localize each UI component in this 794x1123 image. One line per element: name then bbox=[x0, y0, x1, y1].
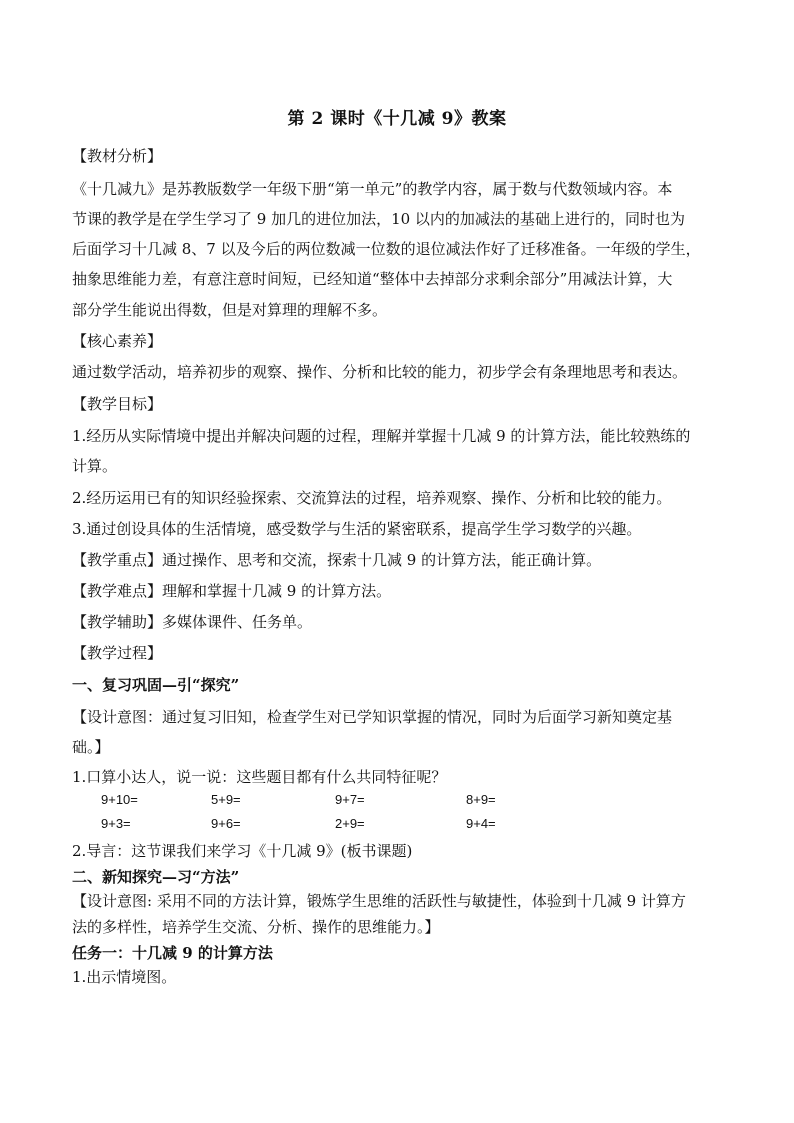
exercise-prompt: 1.口算小达人，说一说：这些题目都有什么共同特征呢？ bbox=[72, 768, 447, 786]
calc-item: 9+10= bbox=[101, 792, 138, 807]
paragraph-line: 节课的教学是在学生学习了 9 加几的进位加法，10 以内的加减法的基础上进行的，同时也为 bbox=[72, 210, 685, 228]
design-intent-cont: 础。】 bbox=[72, 738, 110, 756]
paragraph-line: 后面学习十几减 8、7 以及今后的两位数减一位数的退位减法作好了迁移准备。一年级的学生， bbox=[72, 240, 701, 258]
design-intent-cont: 法的多样性，培养学生交流、分析、操作的思维能力。】 bbox=[72, 918, 440, 936]
intro-line: 2.导言：这节课我们来学习《十几减 9》(板书课题) bbox=[72, 842, 413, 860]
paragraph-line: 《十几减九》是苏教版数学一年级下册“第一单元”的教学内容，属于数与代数领域内容。本 bbox=[72, 180, 673, 198]
difficult-point: 【教学难点】理解和掌握十几减 9 的计算方法。 bbox=[72, 582, 392, 600]
calc-item: 9+7= bbox=[335, 792, 365, 807]
goal-item-cont: 计算。 bbox=[72, 457, 118, 475]
section-heading-goals: 【教学目标】 bbox=[72, 395, 163, 413]
calc-item: 9+3= bbox=[101, 816, 131, 831]
calc-item: 9+4= bbox=[466, 816, 496, 831]
design-intent: 【设计意图: 采用不同的方法计算，锻炼学生思维的活跃性与敏捷性，体验到十几减 9 计算方 bbox=[72, 892, 686, 910]
paragraph-line: 通过数学活动，培养初步的观察、操作、分析和比较的能力，初步学会有条理地思考和表达。 bbox=[72, 363, 688, 381]
section-heading-analysis: 【教材分析】 bbox=[72, 147, 163, 165]
design-intent: 【设计意图：通过复习旧知，检查学生对已学知识掌握的情况，同时为后面学习新知奠定基 bbox=[72, 708, 673, 726]
subsection-heading-review: 一、复习巩固—引“探究” bbox=[72, 676, 240, 694]
step-line: 1.出示情境图。 bbox=[72, 968, 177, 986]
goal-item: 1.经历从实际情境中提出并解决问题的过程，理解并掌握十几减 9 的计算方法，能比较熟练的 bbox=[72, 427, 691, 445]
task-heading: 任务一：十几减 9 的计算方法 bbox=[72, 944, 273, 962]
page-title: 第 2 课时《十几减 9》教案 bbox=[287, 109, 507, 129]
calc-item: 8+9= bbox=[466, 792, 496, 807]
paragraph-line: 抽象思维能力差，有意注意时间短，已经知道“整体中去掉部分求剩余部分”用减法计算，大 bbox=[72, 270, 673, 288]
teaching-aids: 【教学辅助】多媒体课件、任务单。 bbox=[72, 613, 313, 631]
goal-item: 2.经历运用已有的知识经验探索、交流算法的过程，培养观察、操作、分析和比较的能力。 bbox=[72, 489, 672, 507]
paragraph-line: 部分学生能说出得数，但是对算理的理解不多。 bbox=[72, 301, 388, 319]
goal-item: 3.通过创设具体的生活情境，感受数学与生活的紧密联系，提高学生学习数学的兴趣。 bbox=[72, 520, 642, 538]
section-heading-literacy: 【核心素养】 bbox=[72, 332, 163, 350]
section-heading-process: 【教学过程】 bbox=[72, 644, 163, 662]
calc-item: 9+6= bbox=[211, 816, 241, 831]
key-point: 【教学重点】通过操作、思考和交流，探索十几减 9 的计算方法，能正确计算。 bbox=[72, 551, 602, 569]
calc-item: 2+9= bbox=[335, 816, 365, 831]
subsection-heading-explore: 二、新知探究—习“方法” bbox=[72, 868, 240, 886]
calc-item: 5+9= bbox=[211, 792, 241, 807]
